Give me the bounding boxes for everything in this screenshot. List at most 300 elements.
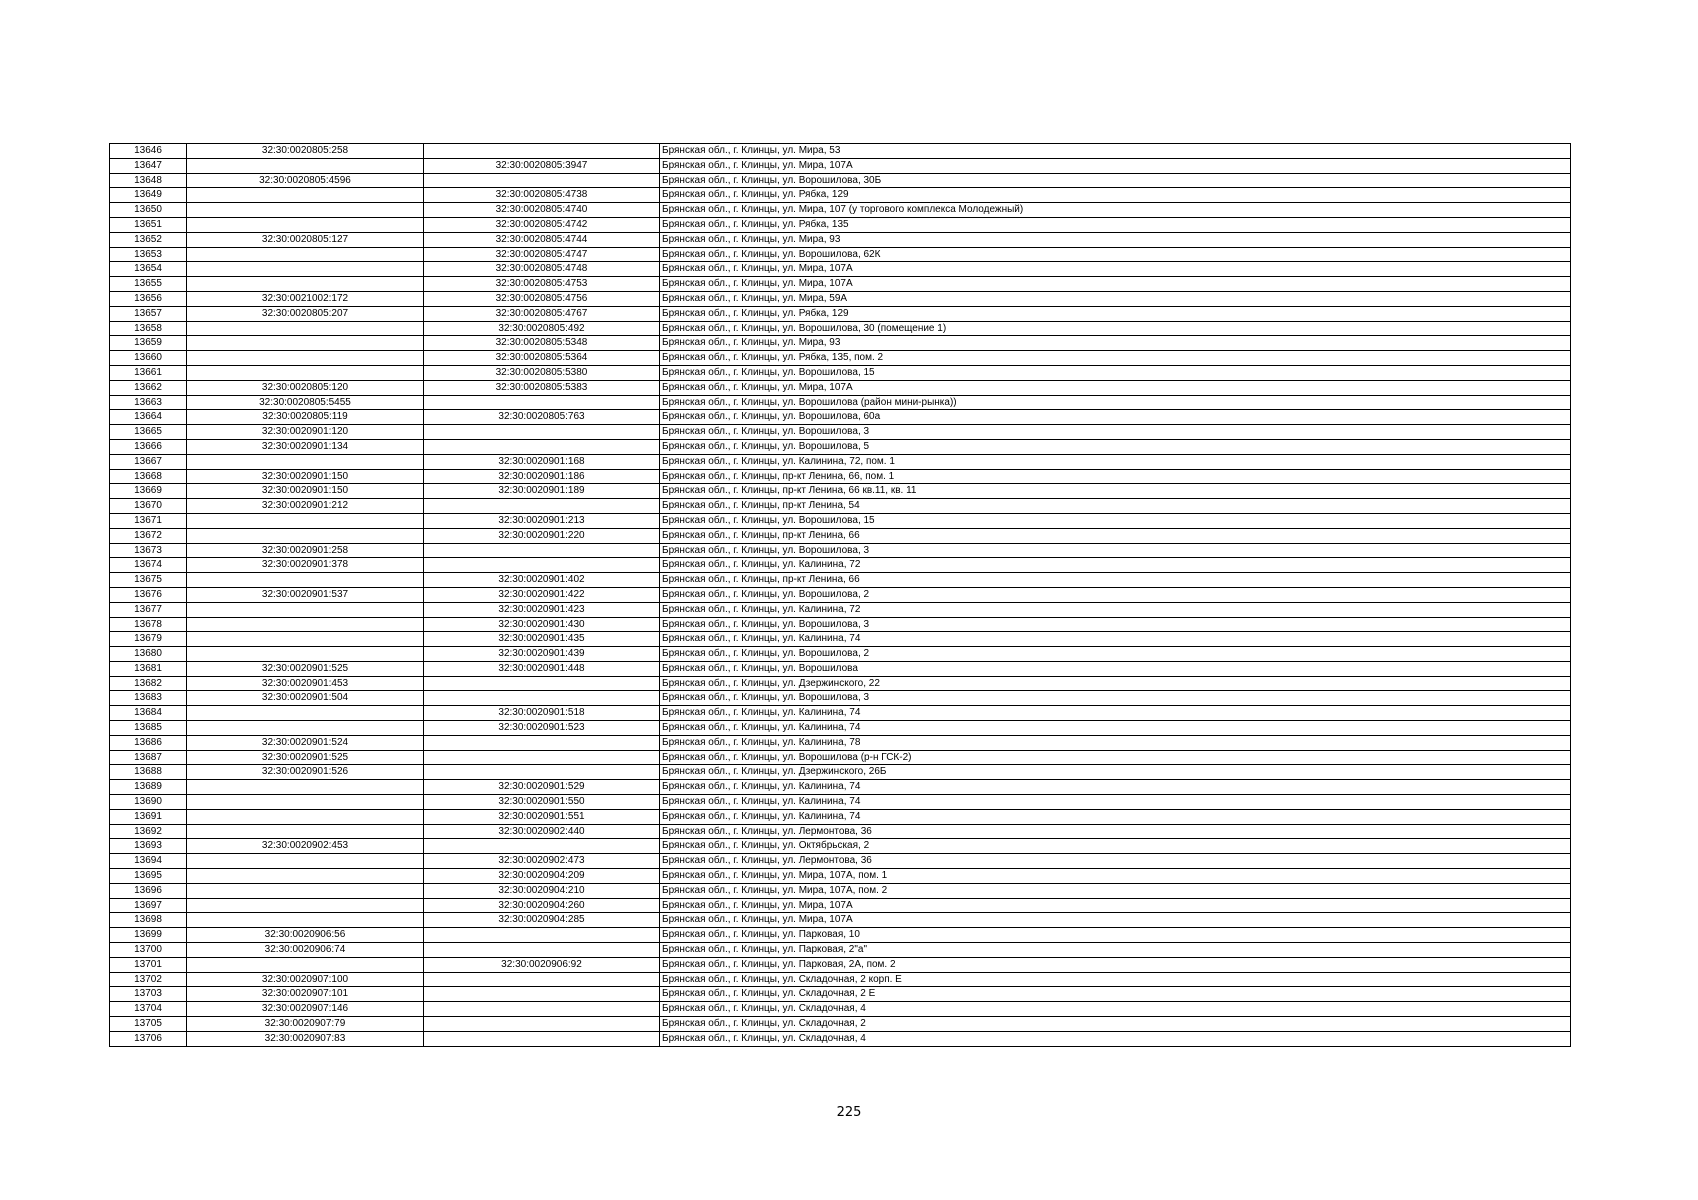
table-row bbox=[110, 291, 1571, 306]
address-cell: Брянская обл., г. Клинцы, ул. Мира, 107А bbox=[660, 277, 1571, 292]
address-cell: Брянская обл., г. Клинцы, ул. Калинина, 72 bbox=[660, 602, 1571, 617]
cadastral-number-cell bbox=[187, 913, 424, 928]
address-cell: Брянская обл., г. Клинцы, ул. Мира, 107А bbox=[660, 913, 1571, 928]
address-cell: Брянская обл., г. Клинцы, ул. Ворошилова, 3 bbox=[660, 691, 1571, 706]
table-row bbox=[110, 321, 1571, 336]
cadastral-number-cell: 32:30:0020901:525 bbox=[187, 750, 424, 765]
row-number-cell: 13652 bbox=[110, 232, 187, 247]
row-number-cell: 13657 bbox=[110, 306, 187, 321]
building-cadastral-number-cell bbox=[424, 144, 660, 159]
row-number-cell: 13691 bbox=[110, 809, 187, 824]
cadastral-number-cell: 32:30:0020805:4596 bbox=[187, 173, 424, 188]
cadastral-number-cell bbox=[187, 336, 424, 351]
building-cadastral-number-cell: 32:30:0020901:186 bbox=[424, 469, 660, 484]
cadastral-number-cell bbox=[187, 780, 424, 795]
building-cadastral-number-cell bbox=[424, 499, 660, 514]
row-number-cell: 13667 bbox=[110, 454, 187, 469]
building-cadastral-number-cell: 32:30:0020901:423 bbox=[424, 602, 660, 617]
cadastral-number-cell bbox=[187, 277, 424, 292]
table-row bbox=[110, 380, 1571, 395]
row-number-cell: 13693 bbox=[110, 839, 187, 854]
cadastral-number-cell: 32:30:0020805:119 bbox=[187, 410, 424, 425]
cadastral-number-cell: 32:30:0020805:127 bbox=[187, 232, 424, 247]
address-cell: Брянская обл., г. Клинцы, ул. Калинина, 74 bbox=[660, 721, 1571, 736]
table-row bbox=[110, 573, 1571, 588]
cadastral-number-cell: 32:30:0020901:453 bbox=[187, 676, 424, 691]
table-row bbox=[110, 647, 1571, 662]
cadastral-number-cell bbox=[187, 647, 424, 662]
cadastral-number-cell bbox=[187, 573, 424, 588]
cadastral-number-cell bbox=[187, 188, 424, 203]
building-cadastral-number-cell: 32:30:0020901:529 bbox=[424, 780, 660, 795]
building-cadastral-number-cell: 32:30:0020805:4744 bbox=[424, 232, 660, 247]
table-row bbox=[110, 661, 1571, 676]
row-number-cell: 13705 bbox=[110, 1017, 187, 1032]
table-row bbox=[110, 706, 1571, 721]
table-row bbox=[110, 410, 1571, 425]
address-cell: Брянская обл., г. Клинцы, ул. Ворошилова, 15 bbox=[660, 513, 1571, 528]
building-cadastral-number-cell bbox=[424, 735, 660, 750]
building-cadastral-number-cell: 32:30:0020904:260 bbox=[424, 898, 660, 913]
table-row bbox=[110, 217, 1571, 232]
table-row bbox=[110, 587, 1571, 602]
row-number-cell: 13650 bbox=[110, 203, 187, 218]
building-cadastral-number-cell: 32:30:0020805:4753 bbox=[424, 277, 660, 292]
row-number-cell: 13676 bbox=[110, 587, 187, 602]
row-number-cell: 13696 bbox=[110, 883, 187, 898]
building-cadastral-number-cell: 32:30:0020904:285 bbox=[424, 913, 660, 928]
row-number-cell: 13664 bbox=[110, 410, 187, 425]
address-cell: Брянская обл., г. Клинцы, ул. Калинина, 74 bbox=[660, 706, 1571, 721]
records-table bbox=[109, 143, 1571, 1047]
table-row bbox=[110, 943, 1571, 958]
cadastral-number-cell bbox=[187, 632, 424, 647]
building-cadastral-number-cell: 32:30:0020901:448 bbox=[424, 661, 660, 676]
building-cadastral-number-cell bbox=[424, 943, 660, 958]
table-row bbox=[110, 839, 1571, 854]
cadastral-number-cell: 32:30:0020901:212 bbox=[187, 499, 424, 514]
row-number-cell: 13672 bbox=[110, 528, 187, 543]
cadastral-number-cell: 32:30:0020907:101 bbox=[187, 987, 424, 1002]
address-cell: Брянская обл., г. Клинцы, ул. Ворошилова, 3 bbox=[660, 543, 1571, 558]
table-row bbox=[110, 602, 1571, 617]
row-number-cell: 13660 bbox=[110, 351, 187, 366]
table-row bbox=[110, 469, 1571, 484]
row-number-cell: 13702 bbox=[110, 972, 187, 987]
row-number-cell: 13701 bbox=[110, 957, 187, 972]
row-number-cell: 13682 bbox=[110, 676, 187, 691]
row-number-cell: 13655 bbox=[110, 277, 187, 292]
address-cell: Брянская обл., г. Клинцы, пр-кт Ленина, 66 bbox=[660, 528, 1571, 543]
address-cell: Брянская обл., г. Клинцы, ул. Лермонтова, 36 bbox=[660, 854, 1571, 869]
cadastral-number-cell: 32:30:0020906:74 bbox=[187, 943, 424, 958]
table-row bbox=[110, 809, 1571, 824]
cadastral-number-cell: 32:30:0020805:5455 bbox=[187, 395, 424, 410]
cadastral-number-cell: 32:30:0020907:146 bbox=[187, 1002, 424, 1017]
building-cadastral-number-cell bbox=[424, 765, 660, 780]
cadastral-number-cell bbox=[187, 706, 424, 721]
address-cell: Брянская обл., г. Клинцы, ул. Дзержинского, 22 bbox=[660, 676, 1571, 691]
row-number-cell: 13690 bbox=[110, 795, 187, 810]
address-cell: Брянская обл., г. Клинцы, ул. Мира, 107А bbox=[660, 158, 1571, 173]
building-cadastral-number-cell bbox=[424, 439, 660, 454]
table-row bbox=[110, 439, 1571, 454]
table-row bbox=[110, 854, 1571, 869]
building-cadastral-number-cell bbox=[424, 1031, 660, 1046]
building-cadastral-number-cell bbox=[424, 543, 660, 558]
address-cell: Брянская обл., г. Клинцы, ул. Ворошилова, 60а bbox=[660, 410, 1571, 425]
building-cadastral-number-cell: 32:30:0020901:435 bbox=[424, 632, 660, 647]
cadastral-number-cell bbox=[187, 957, 424, 972]
table-row bbox=[110, 513, 1571, 528]
address-cell: Брянская обл., г. Клинцы, ул. Парковая, 2А, пом. 2 bbox=[660, 957, 1571, 972]
row-number-cell: 13678 bbox=[110, 617, 187, 632]
table-row bbox=[110, 558, 1571, 573]
building-cadastral-number-cell bbox=[424, 173, 660, 188]
building-cadastral-number-cell: 32:30:0020902:473 bbox=[424, 854, 660, 869]
cadastral-number-cell bbox=[187, 262, 424, 277]
building-cadastral-number-cell bbox=[424, 395, 660, 410]
row-number-cell: 13681 bbox=[110, 661, 187, 676]
address-cell: Брянская обл., г. Клинцы, пр-кт Ленина, 66, пом. 1 bbox=[660, 469, 1571, 484]
address-cell: Брянская обл., г. Клинцы, ул. Калинина, 72, пом. 1 bbox=[660, 454, 1571, 469]
table-row bbox=[110, 617, 1571, 632]
row-number-cell: 13680 bbox=[110, 647, 187, 662]
cadastral-number-cell: 32:30:0020907:100 bbox=[187, 972, 424, 987]
cadastral-number-cell: 32:30:0020901:537 bbox=[187, 587, 424, 602]
building-cadastral-number-cell: 32:30:0020901:439 bbox=[424, 647, 660, 662]
page-number: 225 bbox=[836, 1105, 862, 1120]
table-row bbox=[110, 528, 1571, 543]
cadastral-number-cell: 32:30:0020901:134 bbox=[187, 439, 424, 454]
table-row bbox=[110, 765, 1571, 780]
table-row bbox=[110, 173, 1571, 188]
table-row bbox=[110, 676, 1571, 691]
cadastral-number-cell bbox=[187, 365, 424, 380]
table-row bbox=[110, 735, 1571, 750]
cadastral-number-cell: 32:30:0020901:258 bbox=[187, 543, 424, 558]
building-cadastral-number-cell: 32:30:0020904:210 bbox=[424, 883, 660, 898]
address-cell: Брянская обл., г. Клинцы, ул. Ворошилова (район мини-рынка)) bbox=[660, 395, 1571, 410]
cadastral-number-cell bbox=[187, 602, 424, 617]
row-number-cell: 13674 bbox=[110, 558, 187, 573]
address-cell: Брянская обл., г. Клинцы, ул. Ворошилова, 2 bbox=[660, 587, 1571, 602]
address-cell: Брянская обл., г. Клинцы, ул. Парковая, 2"а" bbox=[660, 943, 1571, 958]
building-cadastral-number-cell: 32:30:0020901:168 bbox=[424, 454, 660, 469]
table-row bbox=[110, 336, 1571, 351]
row-number-cell: 13686 bbox=[110, 735, 187, 750]
table-row bbox=[110, 987, 1571, 1002]
cadastral-number-cell bbox=[187, 351, 424, 366]
table-row bbox=[110, 691, 1571, 706]
address-cell: Брянская обл., г. Клинцы, ул. Парковая, 10 bbox=[660, 928, 1571, 943]
address-cell: Брянская обл., г. Клинцы, ул. Ворошилова bbox=[660, 661, 1571, 676]
row-number-cell: 13646 bbox=[110, 144, 187, 159]
table-row bbox=[110, 262, 1571, 277]
table-row bbox=[110, 499, 1571, 514]
row-number-cell: 13675 bbox=[110, 573, 187, 588]
row-number-cell: 13670 bbox=[110, 499, 187, 514]
table-row bbox=[110, 957, 1571, 972]
building-cadastral-number-cell bbox=[424, 558, 660, 573]
row-number-cell: 13647 bbox=[110, 158, 187, 173]
row-number-cell: 13703 bbox=[110, 987, 187, 1002]
table-row bbox=[110, 395, 1571, 410]
row-number-cell: 13704 bbox=[110, 1002, 187, 1017]
address-cell: Брянская обл., г. Клинцы, ул. Складочная, 4 bbox=[660, 1002, 1571, 1017]
cadastral-number-cell bbox=[187, 513, 424, 528]
cadastral-number-cell: 32:30:0020805:120 bbox=[187, 380, 424, 395]
address-cell: Брянская обл., г. Клинцы, ул. Мира, 107 (у торгового комплекса Молодежный) bbox=[660, 203, 1571, 218]
address-cell: Брянская обл., г. Клинцы, ул. Ворошилова, 62К bbox=[660, 247, 1571, 262]
row-number-cell: 13677 bbox=[110, 602, 187, 617]
building-cadastral-number-cell: 32:30:0020805:4756 bbox=[424, 291, 660, 306]
building-cadastral-number-cell: 32:30:0020901:518 bbox=[424, 706, 660, 721]
table-row bbox=[110, 869, 1571, 884]
building-cadastral-number-cell bbox=[424, 972, 660, 987]
address-cell: Брянская обл., г. Клинцы, ул. Рябка, 129 bbox=[660, 188, 1571, 203]
building-cadastral-number-cell: 32:30:0020805:4742 bbox=[424, 217, 660, 232]
address-cell: Брянская обл., г. Клинцы, ул. Складочная, 2 корп. Е bbox=[660, 972, 1571, 987]
row-number-cell: 13669 bbox=[110, 484, 187, 499]
building-cadastral-number-cell: 32:30:0020805:5364 bbox=[424, 351, 660, 366]
row-number-cell: 13688 bbox=[110, 765, 187, 780]
cadastral-number-cell bbox=[187, 528, 424, 543]
table-row bbox=[110, 247, 1571, 262]
address-cell: Брянская обл., г. Клинцы, ул. Мира, 107А bbox=[660, 380, 1571, 395]
address-cell: Брянская обл., г. Клинцы, ул. Мира, 59А bbox=[660, 291, 1571, 306]
table-row bbox=[110, 928, 1571, 943]
address-cell: Брянская обл., г. Клинцы, ул. Рябка, 129 bbox=[660, 306, 1571, 321]
row-number-cell: 13684 bbox=[110, 706, 187, 721]
building-cadastral-number-cell: 32:30:0020805:4748 bbox=[424, 262, 660, 277]
row-number-cell: 13671 bbox=[110, 513, 187, 528]
address-cell: Брянская обл., г. Клинцы, ул. Калинина, 74 bbox=[660, 780, 1571, 795]
building-cadastral-number-cell: 32:30:0020901:189 bbox=[424, 484, 660, 499]
address-cell: Брянская обл., г. Клинцы, ул. Ворошилова, 15 bbox=[660, 365, 1571, 380]
cadastral-number-cell: 32:30:0020902:453 bbox=[187, 839, 424, 854]
table-row bbox=[110, 277, 1571, 292]
table-row bbox=[110, 144, 1571, 159]
row-number-cell: 13668 bbox=[110, 469, 187, 484]
address-cell: Брянская обл., г. Клинцы, ул. Складочная, 2 bbox=[660, 1017, 1571, 1032]
table-row bbox=[110, 1002, 1571, 1017]
cadastral-number-cell: 32:30:0020907:83 bbox=[187, 1031, 424, 1046]
building-cadastral-number-cell: 32:30:0020805:5348 bbox=[424, 336, 660, 351]
table-row bbox=[110, 824, 1571, 839]
table-row bbox=[110, 632, 1571, 647]
row-number-cell: 13700 bbox=[110, 943, 187, 958]
cadastral-number-cell bbox=[187, 824, 424, 839]
cadastral-number-cell: 32:30:0020901:504 bbox=[187, 691, 424, 706]
table-row bbox=[110, 972, 1571, 987]
building-cadastral-number-cell: 32:30:0020901:550 bbox=[424, 795, 660, 810]
address-cell: Брянская обл., г. Клинцы, ул. Мира, 107А bbox=[660, 262, 1571, 277]
building-cadastral-number-cell bbox=[424, 1002, 660, 1017]
cadastral-number-cell bbox=[187, 247, 424, 262]
row-number-cell: 13697 bbox=[110, 898, 187, 913]
table-row bbox=[110, 188, 1571, 203]
row-number-cell: 13706 bbox=[110, 1031, 187, 1046]
building-cadastral-number-cell bbox=[424, 691, 660, 706]
address-cell: Брянская обл., г. Клинцы, ул. Складочная, 2 Е bbox=[660, 987, 1571, 1002]
building-cadastral-number-cell: 32:30:0020902:440 bbox=[424, 824, 660, 839]
table-row bbox=[110, 484, 1571, 499]
address-cell: Брянская обл., г. Клинцы, ул. Ворошилова, 30 (помещение 1) bbox=[660, 321, 1571, 336]
row-number-cell: 13663 bbox=[110, 395, 187, 410]
building-cadastral-number-cell: 32:30:0020901:220 bbox=[424, 528, 660, 543]
table-row bbox=[110, 365, 1571, 380]
cadastral-number-cell: 32:30:0020805:258 bbox=[187, 144, 424, 159]
cadastral-number-cell bbox=[187, 869, 424, 884]
table-row bbox=[110, 351, 1571, 366]
table-row bbox=[110, 721, 1571, 736]
address-cell: Брянская обл., г. Клинцы, ул. Ворошилова, 5 bbox=[660, 439, 1571, 454]
building-cadastral-number-cell: 32:30:0020901:551 bbox=[424, 809, 660, 824]
address-cell: Брянская обл., г. Клинцы, ул. Мира, 93 bbox=[660, 232, 1571, 247]
address-cell: Брянская обл., г. Клинцы, ул. Ворошилова, 30Б bbox=[660, 173, 1571, 188]
building-cadastral-number-cell: 32:30:0020901:402 bbox=[424, 573, 660, 588]
address-cell: Брянская обл., г. Клинцы, пр-кт Ленина, 54 bbox=[660, 499, 1571, 514]
row-number-cell: 13698 bbox=[110, 913, 187, 928]
building-cadastral-number-cell: 32:30:0020805:4738 bbox=[424, 188, 660, 203]
address-cell: Брянская обл., г. Клинцы, ул. Мира, 107А, пом. 2 bbox=[660, 883, 1571, 898]
building-cadastral-number-cell: 32:30:0020805:3947 bbox=[424, 158, 660, 173]
cadastral-number-cell bbox=[187, 217, 424, 232]
cadastral-number-cell bbox=[187, 454, 424, 469]
address-cell: Брянская обл., г. Клинцы, ул. Лермонтова, 36 bbox=[660, 824, 1571, 839]
row-number-cell: 13662 bbox=[110, 380, 187, 395]
building-cadastral-number-cell: 32:30:0020805:492 bbox=[424, 321, 660, 336]
cadastral-number-cell bbox=[187, 617, 424, 632]
address-cell: Брянская обл., г. Клинцы, ул. Октябрьская, 2 bbox=[660, 839, 1571, 854]
row-number-cell: 13658 bbox=[110, 321, 187, 336]
address-cell: Брянская обл., г. Клинцы, ул. Мира, 53 bbox=[660, 144, 1571, 159]
address-cell: Брянская обл., г. Клинцы, ул. Калинина, 74 bbox=[660, 795, 1571, 810]
building-cadastral-number-cell bbox=[424, 928, 660, 943]
address-cell: Брянская обл., г. Клинцы, ул. Мира, 93 bbox=[660, 336, 1571, 351]
building-cadastral-number-cell bbox=[424, 987, 660, 1002]
building-cadastral-number-cell: 32:30:0020805:4740 bbox=[424, 203, 660, 218]
building-cadastral-number-cell: 32:30:0020805:763 bbox=[424, 410, 660, 425]
address-cell: Брянская обл., г. Клинцы, ул. Дзержинского, 26Б bbox=[660, 765, 1571, 780]
address-cell: Брянская обл., г. Клинцы, ул. Складочная, 4 bbox=[660, 1031, 1571, 1046]
building-cadastral-number-cell: 32:30:0020906:92 bbox=[424, 957, 660, 972]
building-cadastral-number-cell: 32:30:0020805:5380 bbox=[424, 365, 660, 380]
table-row bbox=[110, 232, 1571, 247]
address-cell: Брянская обл., г. Клинцы, ул. Ворошилова, 3 bbox=[660, 617, 1571, 632]
cadastral-number-cell: 32:30:0021002:172 bbox=[187, 291, 424, 306]
building-cadastral-number-cell bbox=[424, 839, 660, 854]
row-number-cell: 13656 bbox=[110, 291, 187, 306]
address-cell: Брянская обл., г. Клинцы, ул. Калинина, 74 bbox=[660, 632, 1571, 647]
address-cell: Брянская обл., г. Клинцы, ул. Мира, 107А, пом. 1 bbox=[660, 869, 1571, 884]
building-cadastral-number-cell: 32:30:0020805:5383 bbox=[424, 380, 660, 395]
row-number-cell: 13694 bbox=[110, 854, 187, 869]
row-number-cell: 13654 bbox=[110, 262, 187, 277]
row-number-cell: 13651 bbox=[110, 217, 187, 232]
table-row bbox=[110, 543, 1571, 558]
address-cell: Брянская обл., г. Клинцы, пр-кт Ленина, 66 bbox=[660, 573, 1571, 588]
address-cell: Брянская обл., г. Клинцы, ул. Ворошилова, 3 bbox=[660, 425, 1571, 440]
table-row bbox=[110, 780, 1571, 795]
row-number-cell: 13648 bbox=[110, 173, 187, 188]
table-row bbox=[110, 454, 1571, 469]
cadastral-number-cell bbox=[187, 883, 424, 898]
table-row bbox=[110, 898, 1571, 913]
address-cell: Брянская обл., г. Клинцы, ул. Калинина, 74 bbox=[660, 809, 1571, 824]
row-number-cell: 13659 bbox=[110, 336, 187, 351]
cadastral-number-cell: 32:30:0020901:150 bbox=[187, 484, 424, 499]
row-number-cell: 13679 bbox=[110, 632, 187, 647]
cadastral-number-cell: 32:30:0020901:525 bbox=[187, 661, 424, 676]
row-number-cell: 13699 bbox=[110, 928, 187, 943]
address-cell: Брянская обл., г. Клинцы, ул. Калинина, 72 bbox=[660, 558, 1571, 573]
records-table-body bbox=[110, 144, 1571, 1047]
row-number-cell: 13687 bbox=[110, 750, 187, 765]
address-cell: Брянская обл., г. Клинцы, ул. Мира, 107А bbox=[660, 898, 1571, 913]
address-cell: Брянская обл., г. Клинцы, ул. Ворошилова, 2 bbox=[660, 647, 1571, 662]
cadastral-number-cell: 32:30:0020901:120 bbox=[187, 425, 424, 440]
cadastral-number-cell: 32:30:0020805:207 bbox=[187, 306, 424, 321]
cadastral-number-cell bbox=[187, 321, 424, 336]
building-cadastral-number-cell bbox=[424, 750, 660, 765]
row-number-cell: 13673 bbox=[110, 543, 187, 558]
building-cadastral-number-cell: 32:30:0020805:4767 bbox=[424, 306, 660, 321]
row-number-cell: 13649 bbox=[110, 188, 187, 203]
table-row bbox=[110, 1031, 1571, 1046]
row-number-cell: 13689 bbox=[110, 780, 187, 795]
row-number-cell: 13653 bbox=[110, 247, 187, 262]
cadastral-number-cell: 32:30:0020907:79 bbox=[187, 1017, 424, 1032]
cadastral-number-cell bbox=[187, 854, 424, 869]
cadastral-number-cell: 32:30:0020901:526 bbox=[187, 765, 424, 780]
table-row bbox=[110, 1017, 1571, 1032]
building-cadastral-number-cell: 32:30:0020901:523 bbox=[424, 721, 660, 736]
cadastral-number-cell: 32:30:0020901:378 bbox=[187, 558, 424, 573]
table-row bbox=[110, 306, 1571, 321]
address-cell: Брянская обл., г. Клинцы, ул. Калинина, 78 bbox=[660, 735, 1571, 750]
cadastral-number-cell bbox=[187, 203, 424, 218]
table-row bbox=[110, 795, 1571, 810]
address-cell: Брянская обл., г. Клинцы, ул. Рябка, 135, пом. 2 bbox=[660, 351, 1571, 366]
row-number-cell: 13666 bbox=[110, 439, 187, 454]
building-cadastral-number-cell: 32:30:0020901:213 bbox=[424, 513, 660, 528]
cadastral-number-cell bbox=[187, 158, 424, 173]
building-cadastral-number-cell bbox=[424, 676, 660, 691]
table-row bbox=[110, 425, 1571, 440]
building-cadastral-number-cell: 32:30:0020805:4747 bbox=[424, 247, 660, 262]
address-cell: Брянская обл., г. Клинцы, ул. Рябка, 135 bbox=[660, 217, 1571, 232]
cadastral-number-cell bbox=[187, 809, 424, 824]
cadastral-number-cell bbox=[187, 795, 424, 810]
table-row bbox=[110, 883, 1571, 898]
row-number-cell: 13661 bbox=[110, 365, 187, 380]
building-cadastral-number-cell bbox=[424, 425, 660, 440]
building-cadastral-number-cell: 32:30:0020904:209 bbox=[424, 869, 660, 884]
building-cadastral-number-cell: 32:30:0020901:430 bbox=[424, 617, 660, 632]
cadastral-number-cell: 32:30:0020901:150 bbox=[187, 469, 424, 484]
building-cadastral-number-cell bbox=[424, 1017, 660, 1032]
table-row bbox=[110, 203, 1571, 218]
row-number-cell: 13695 bbox=[110, 869, 187, 884]
table-row bbox=[110, 750, 1571, 765]
cadastral-number-cell bbox=[187, 898, 424, 913]
row-number-cell: 13683 bbox=[110, 691, 187, 706]
row-number-cell: 13665 bbox=[110, 425, 187, 440]
address-cell: Брянская обл., г. Клинцы, ул. Ворошилова (р-н ГСК-2) bbox=[660, 750, 1571, 765]
cadastral-number-cell: 32:30:0020901:524 bbox=[187, 735, 424, 750]
